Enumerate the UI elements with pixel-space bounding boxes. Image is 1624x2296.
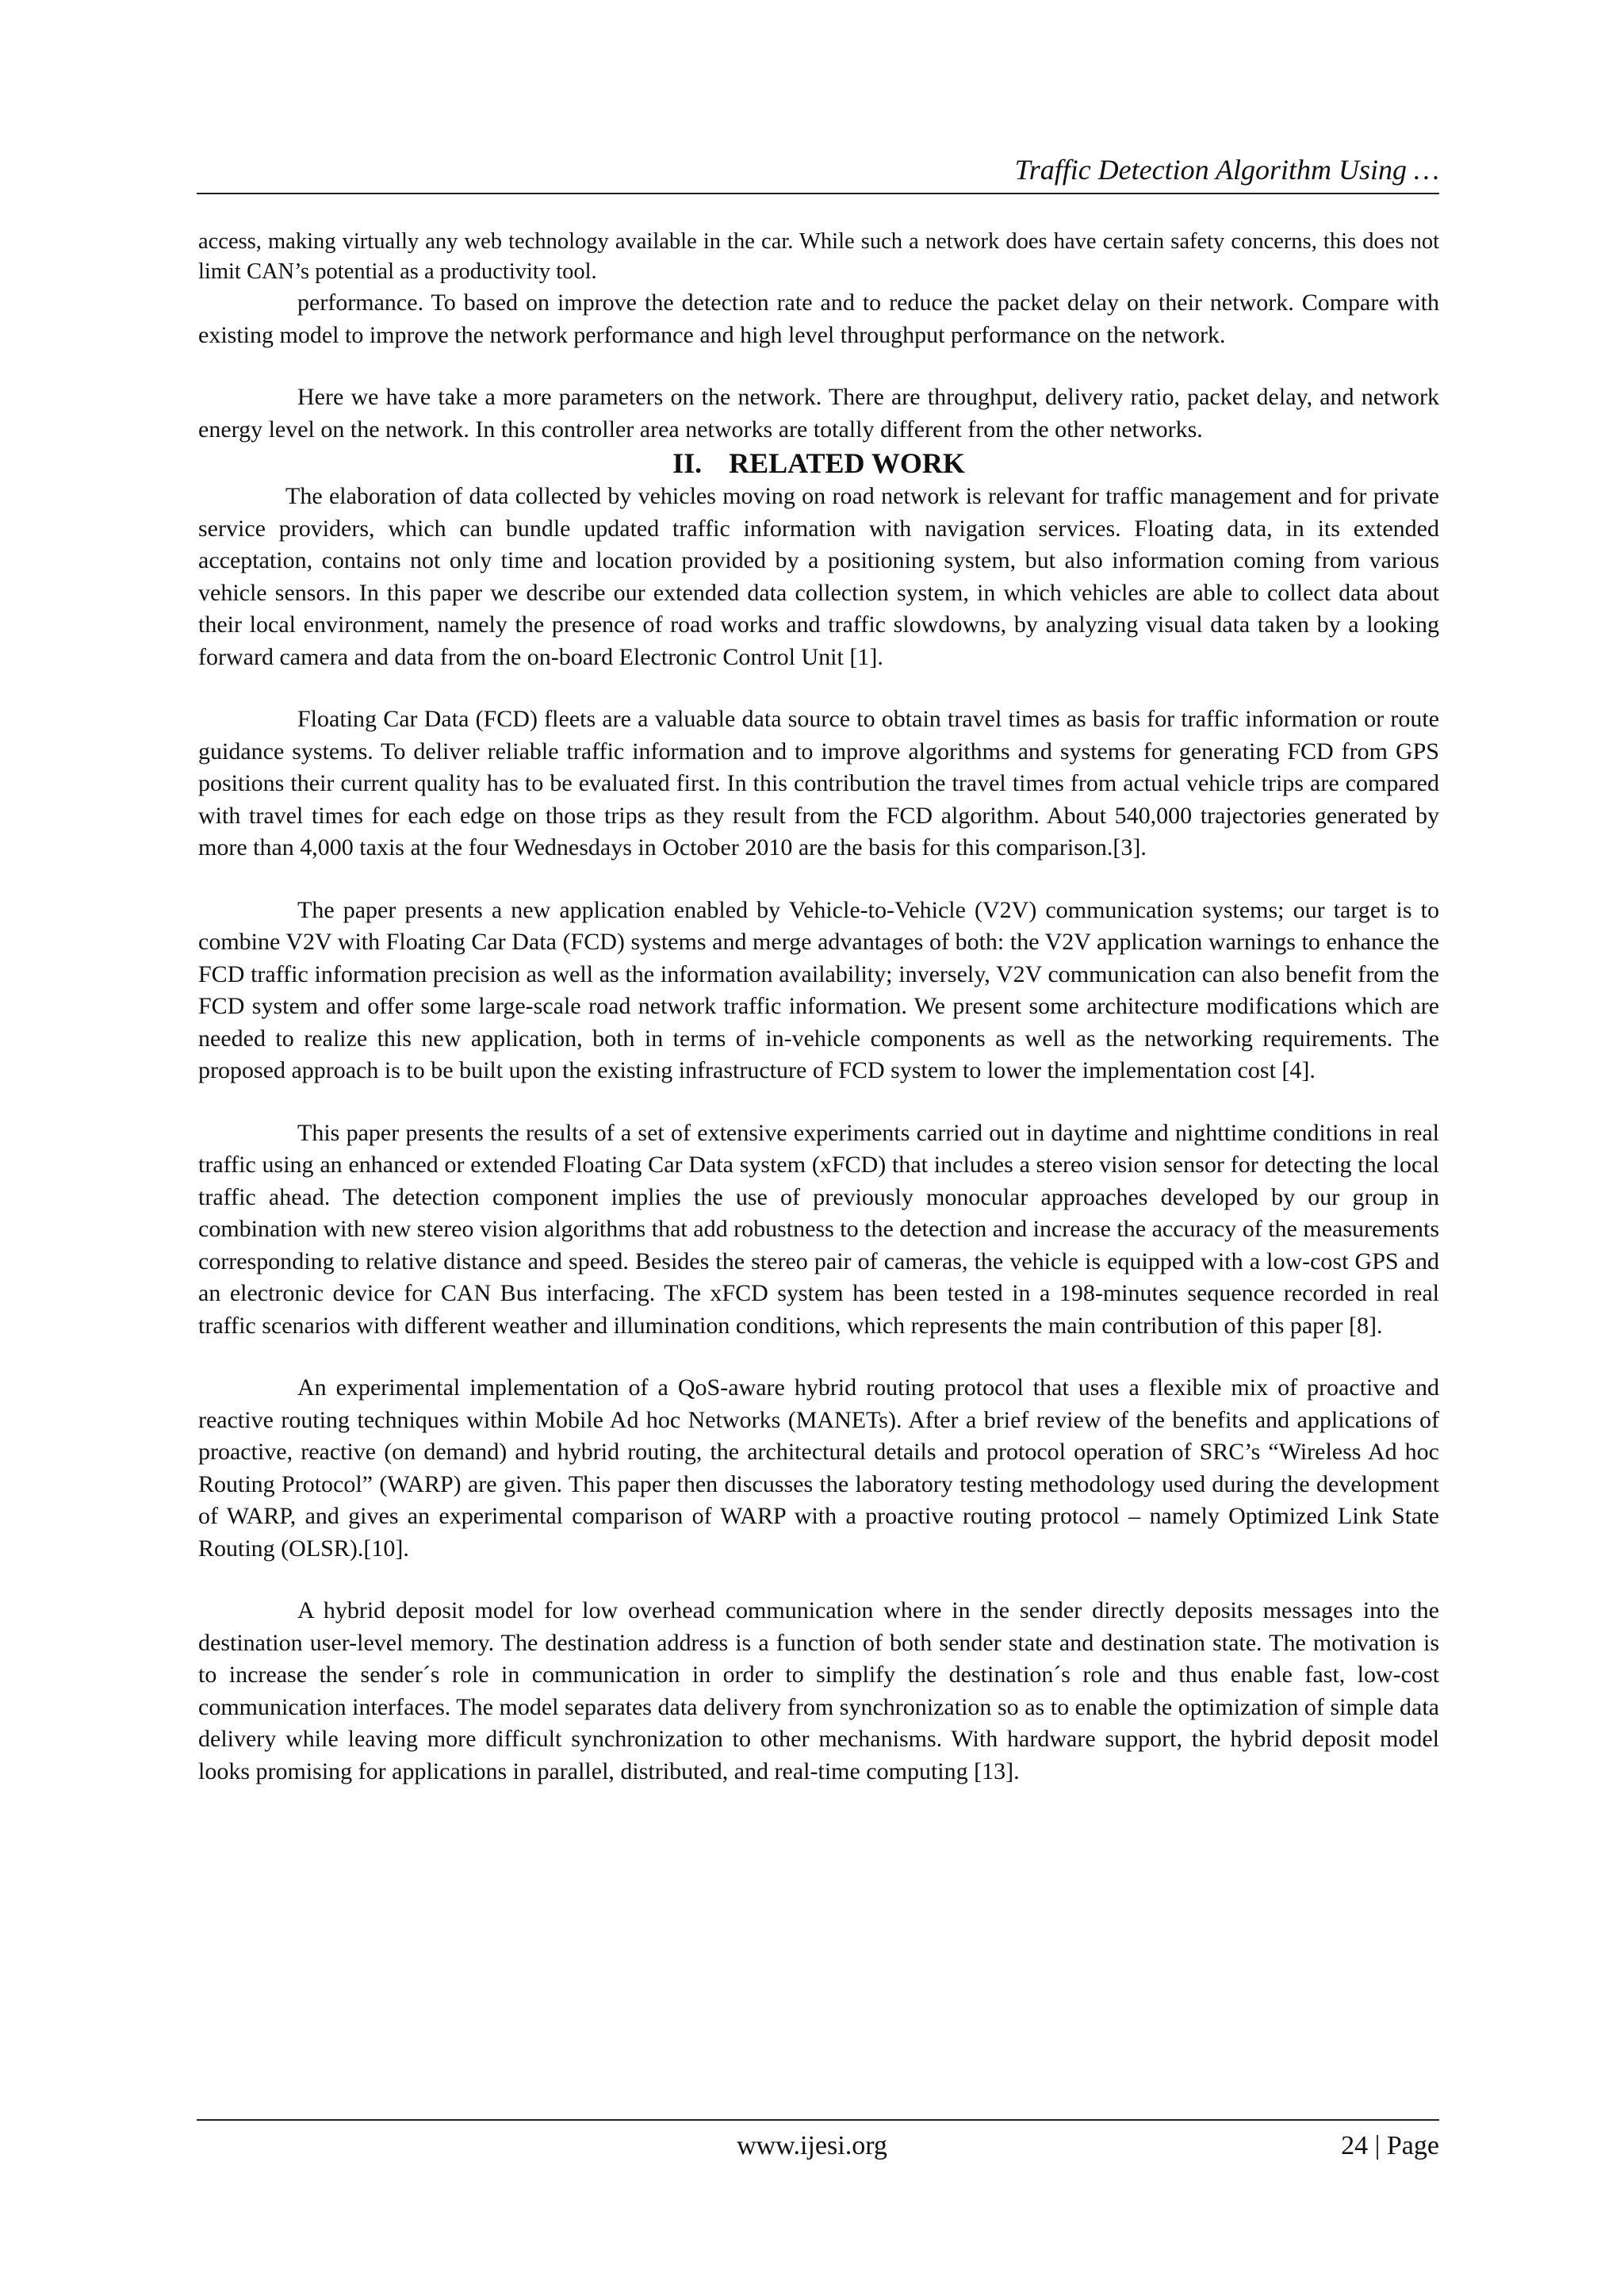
intro-paragraph-2: Here we have take a more parameters on the network. There are throughput, delivery ratio, packet delay, and network energy level on the network. In this controller area networks are totally different from the other networks. [198,384,1439,443]
section-title: RELATED WORK [729,447,965,479]
section-heading [198,446,1439,481]
running-header: Traffic Detection Algorithm Using … [1014,154,1439,186]
intro-paragraph-1: performance. To based on improve the detection rate and to reduce the packet delay on their network. Compare with existing model to improve the network performance and high level throughput performance on the network. [198,289,1439,348]
related-paragraph-5: An experimental implementation of a QoS-aware hybrid routing protocol that uses a flexible mix of proactive and reactive routing techniques within Mobile Ad hoc Networks (MANETs). After a brief review of the benefits and applications of proactive, reactive (on demand) and hybrid routing, the architectural details and protocol operation of SRC’s “Wireless Ad hoc Routing Protocol” (WARP) are given. This paper then discusses the laboratory testing methodology used during the development of WARP, and gives an experimental comparison of WARP with a proactive routing protocol – namely Optimized Link State Routing (OLSR).[10]. [198,1374,1439,1562]
page-body [198,227,1439,1818]
intro-small-paragraph: access, making virtually any web technology available in the car. While such a network does have certain safety concerns, this does not limit CAN’s potential as a productivity tool. [198,229,1439,284]
footer-url: www.ijesi.org [737,2131,887,2160]
related-paragraph-1: The elaboration of data collected by vehicles moving on road network is relevant for traffic management and for private service providers, which can bundle updated traffic information with navigation services. Floating data, in its extended acceptation, contains not only time and location provided by a positioning system, but also information coming from various vehicle sensors. In this paper we describe our extended data collection system, in which vehicles are able to collect data about their local environment, namely the presence of road works and traffic slowdowns, by analyzing visual data taken by a looking forward camera and data from the on-board Electronic Control Unit [1]. [198,483,1439,670]
header-rule [197,193,1439,194]
footer-rule [197,2119,1439,2121]
footer-page-number: 24 | Page [1341,2131,1439,2160]
related-paragraph-6: A hybrid deposit model for low overhead communication where in the sender directly deposits messages into the destination user-level memory. The destination address is a function of both sender state and destination state. The motivation is to increase the sender´s role in communication in order to simplify the destination´s role and thus enable fast, low-cost communication interfaces. The model separates data delivery from synchronization so as to enable the optimization of simple data delivery while leaving more difficult synchronization to other mechanisms. With hardware support, the hybrid deposit model looks promising for applications in parallel, distributed, and real-time computing [13]. [198,1597,1439,1784]
related-paragraph-4: This paper presents the results of a set of extensive experiments carried out in daytime and nighttime conditions in real traffic using an enhanced or extended Floating Car Data system (xFCD) that includes a stereo vision sensor for detecting the local traffic ahead. The detection component implies the use of previously monocular approaches developed by our group in combination with new stereo vision algorithms that add robustness to the detection and increase the accuracy of the measurements corresponding to relative distance and speed. Besides the stereo pair of cameras, the vehicle is equipped with a low-cost GPS and an electronic device for CAN Bus interfacing. The xFCD system has been tested in a 198-minutes sequence recorded in real traffic scenarios with different weather and illumination conditions, which represents the main contribution of this paper [8]. [198,1119,1439,1339]
related-paragraph-3: The paper presents a new application enabled by Vehicle-to-Vehicle (V2V) communication systems; our target is to combine V2V with Floating Car Data (FCD) systems and merge advantages of both: the V2V application warnings to enhance the FCD traffic information precision as well as the information availability; inversely, V2V communication can also benefit from the FCD system and offer some large-scale road network traffic information. We present some architecture modifications which are needed to realize this new application, both in terms of in-vehicle components as well as the networking requirements. The proposed approach is to be built upon the existing infrastructure of FCD system to lower the implementation cost [4]. [198,896,1439,1083]
related-paragraph-2: Floating Car Data (FCD) fleets are a valuable data source to obtain travel times as basis for traffic information or route guidance systems. To deliver reliable traffic information and to improve algorithms and systems for generating FCD from GPS positions their current quality has to be evaluated first. In this contribution the travel times from actual vehicle trips are compared with travel times for each edge on those trips as they result from the FCD algorithm. About 540,000 trajectories generated by more than 4,000 taxis at the four Wednesdays in October 2010 are the basis for this comparison.[3]. [198,706,1439,861]
section-number: II. [672,447,703,479]
